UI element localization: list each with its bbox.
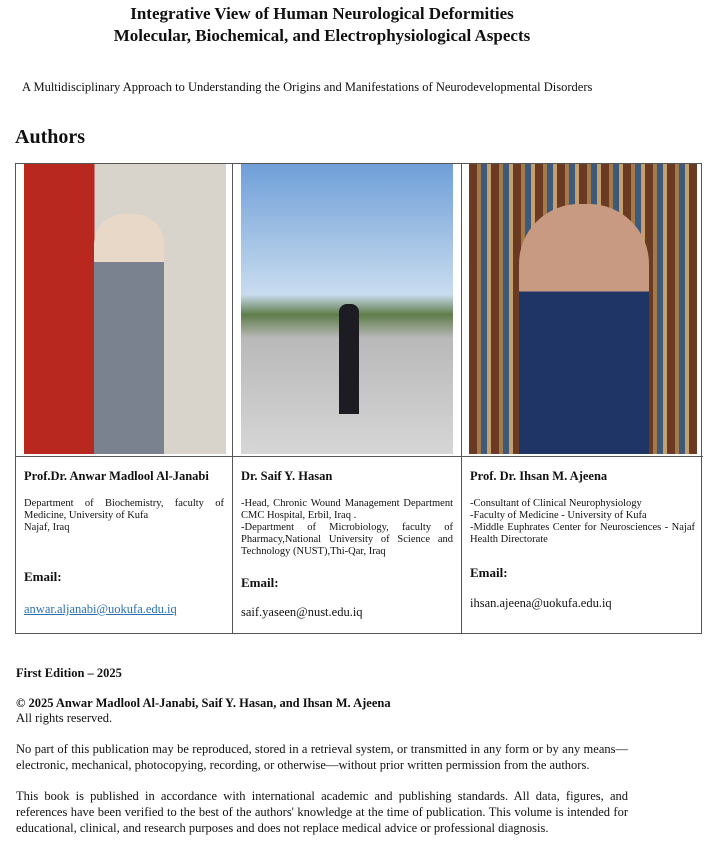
copyright-notice: No part of this publication may be reproduced, stored in a retrieval system, or transmitted in any form or by any means—electronic, mechanical, photocopying, recording, or otherwise—without prior written permission from the authors.: [16, 742, 628, 772]
book-title: Integrative View of Human Neurological Deformities: [130, 4, 514, 23]
author-name: Dr. Saif Y. Hasan: [241, 469, 333, 483]
author-card: [462, 164, 703, 633]
tagline: A Multidisciplinary Approach to Understanding the Origins and Manifestations of Neurodevelopmental Disorders: [22, 80, 593, 94]
author-affiliation: -Consultant of Clinical Neurophysiology -Faculty of Medicine - University of Kufa -Middle Euphrates Center for Neurosciences - Najaf Health Directorate: [470, 498, 695, 545]
copyright: © 2025 Anwar Madlool Al-Janabi, Saif Y. Hasan, and Ihsan M. Ajeena: [16, 696, 391, 710]
author-email[interactable]: saif.yaseen@nust.edu.iq: [241, 605, 363, 619]
rights: All rights reserved.: [16, 711, 113, 725]
author-email-link[interactable]: anwar.aljanabi@uokufa.edu.iq: [24, 602, 177, 616]
author-photo: [24, 164, 226, 454]
author-email[interactable]: ihsan.ajeena@uokufa.edu.iq: [470, 596, 612, 610]
author-affiliation: Department of Biochemistry, faculty of Medicine, University of Kufa Najaf, Iraq: [24, 498, 224, 533]
email-label: Email:: [241, 575, 279, 590]
author-card: [233, 164, 462, 633]
author-photo: [241, 164, 453, 454]
book-subtitle: Molecular, Biochemical, and Electrophysiological Aspects: [113, 26, 531, 45]
publication-notice: This book is published in accordance with international academic and publishing standards. All data, figures, and references have been verified to the best of the authors' knowledge at the time of publication. This volume is intended for educational, clinical, and research purposes and does not replace medical advice or professional diagnosis.: [16, 789, 628, 835]
edition: First Edition – 2025: [16, 666, 122, 680]
authors-heading: Authors: [15, 126, 86, 148]
authors-table: [15, 163, 702, 634]
author-affiliation: -Head, Chronic Wound Management Department CMC Hospital, Erbil, Iraq . -Department of Microbiology, faculty of Pharmacy,National University of Science and Technology (NUST),Thi-Qar, Iraq: [241, 498, 453, 557]
author-name: Prof.Dr. Anwar Madlool Al-Janabi: [24, 469, 209, 483]
author-name: Prof. Dr. Ihsan M. Ajeena: [470, 469, 608, 483]
author-card: [16, 164, 233, 633]
author-photo: [469, 164, 697, 454]
email-label: Email:: [470, 565, 508, 580]
email-label: Email:: [24, 569, 62, 584]
